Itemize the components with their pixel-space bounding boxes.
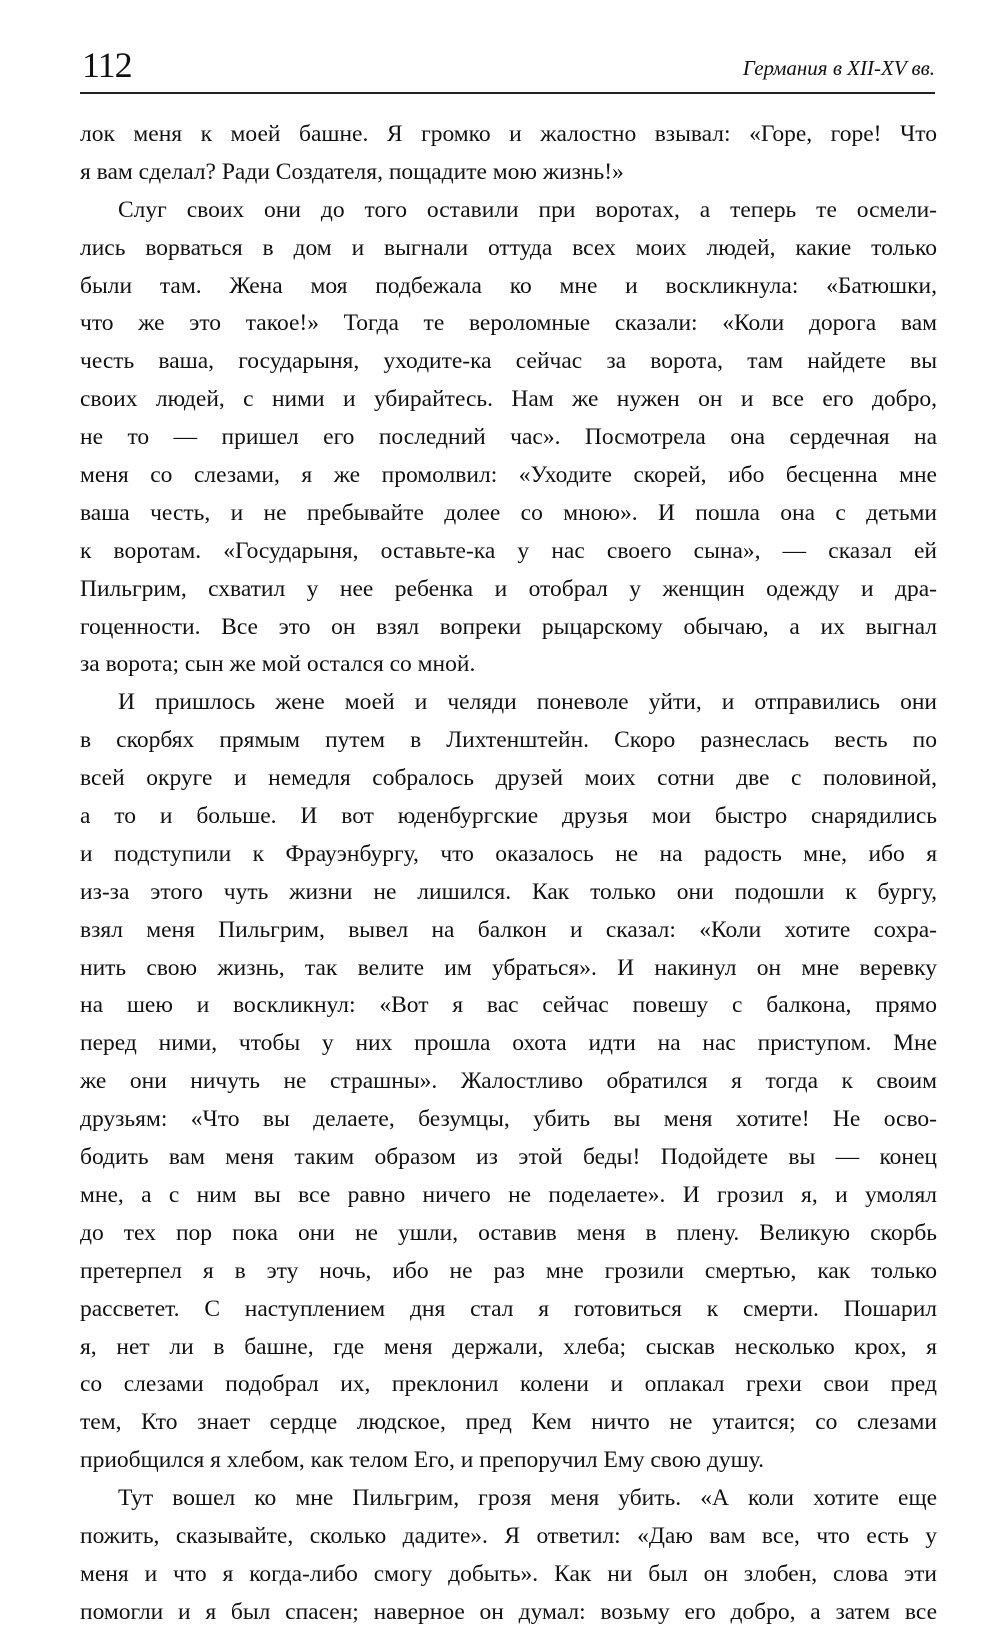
text-line: Пильгрим, схватил у нее ребенка и отобрал у женщин одежду и дра- bbox=[80, 575, 937, 602]
text-line: бодить вам меня таким образом из этой беды! Подойдете вы — конец bbox=[80, 1144, 937, 1171]
text-line: со слезами подобрал их, преклонил колени и оплакал грехи свои пред bbox=[80, 1371, 937, 1398]
text-line: помогли и я был спасен; наверное он думал: возьму его добро, а затем все bbox=[80, 1598, 937, 1625]
text-line: меня со слезами, я же промолвил: «Уходите скорей, ибо бесценна мне bbox=[80, 462, 937, 489]
text-line: за ворота; сын же мой остался со мной. bbox=[80, 651, 476, 678]
text-line: приобщился я хлебом, как телом Его, и препоручил Ему свою душу. bbox=[80, 1447, 764, 1474]
text-line: претерпел я в эту ночь, ибо не раз мне грозили смертью, как только bbox=[80, 1257, 937, 1284]
text-line: взял меня Пильгрим, вывел на балкон и сказал: «Коли хотите сохра- bbox=[80, 916, 937, 943]
text-line: всей округе и немедля собралось друзей моих сотни две с половиной, bbox=[80, 765, 937, 792]
text-line: ваша честь, и не пребывайте долее со мною». И пошла она с детьми bbox=[80, 499, 937, 526]
text-line: не то — пришел его последний час». Посмотрела она сердечная на bbox=[80, 424, 937, 451]
text-line: а то и больше. И вот юденбургские друзья мои быстро снарядились bbox=[80, 803, 937, 830]
text-line: друзьям: «Что вы делаете, безумцы, убить вы меня хотите! Не осво- bbox=[80, 1106, 937, 1133]
text-line: лись ворваться в дом и выгнали оттуда всех моих людей, какие только bbox=[80, 234, 937, 261]
page-number: 112 bbox=[82, 45, 132, 85]
text-line: что же это такое!» Тогда те вероломные сказали: «Коли дорога вам bbox=[80, 310, 937, 337]
text-line: перед ними, чтобы у них прошла охота идти на нас приступом. Мне bbox=[80, 1030, 937, 1057]
page-header bbox=[80, 42, 935, 88]
text-line: в скорбях прямым путем в Лихтенштейн. Скоро разнеслась весть по bbox=[80, 727, 937, 754]
text-line: И пришлось жене моей и челяди поневоле уйти, и отправились они bbox=[118, 689, 937, 716]
text-line: из-за этого чуть жизни не лишился. Как только они подошли к бургу, bbox=[80, 878, 937, 905]
running-head: Германия в XII-XV вв. bbox=[742, 56, 935, 80]
text-line: до тех пор пока они не ушли, оставив меня в плену. Великую скорбь bbox=[80, 1219, 937, 1246]
text-line: тем, Кто знает сердце людское, пред Кем ничто не утаится; со слезами bbox=[80, 1409, 937, 1436]
text-line: пожить, сказывайте, сколько дадите». Я ответил: «Даю вам все, что есть у bbox=[80, 1522, 937, 1549]
text-line: Тут вошел ко мне Пильгрим, грозя меня убить. «А коли хотите еще bbox=[118, 1485, 937, 1512]
text-line: гоценности. Все это он взял вопреки рыцарскому обычаю, а их выгнал bbox=[80, 613, 937, 640]
text-line: мне, а с ним вы все равно ничего не поделаете». И грозил я, и умолял bbox=[80, 1181, 937, 1208]
text-line: честь ваша, государыня, уходите-ка сейчас за ворота, там найдете вы bbox=[80, 348, 937, 375]
text-line: нить свою жизнь, так велите им убраться». И накинул он мне веревку bbox=[80, 954, 937, 981]
body-text bbox=[80, 116, 937, 1632]
text-line: к воротам. «Государыня, оставьте-ка у нас своего сына», — сказал ей bbox=[80, 537, 937, 564]
text-line: рассветет. С наступлением дня стал я готовиться к смерти. Пошарил bbox=[80, 1295, 937, 1322]
text-line: же они ничуть не страшны». Жалостливо обратился я тогда к своим bbox=[80, 1068, 937, 1095]
text-line: Слуг своих они до того оставили при воротах, а теперь те осмели- bbox=[118, 196, 937, 223]
text-line: были там. Жена моя подбежала ко мне и воскликнула: «Батюшки, bbox=[80, 272, 937, 299]
text-line: меня и что я когда-либо смогу добыть». Как ни был он злобен, слова эти bbox=[80, 1560, 937, 1587]
text-line: на шею и воскликнул: «Вот я вас сейчас повешу с балкона, прямо bbox=[80, 992, 937, 1019]
text-line: лок меня к моей башне. Я громко и жалостно взывал: «Горе, горе! Что bbox=[80, 121, 937, 147]
text-line: и подступили к Фрауэнбургу, что оказалось не на радость мне, ибо я bbox=[80, 840, 937, 867]
text-line: своих людей, с ними и убирайтесь. Нам же нужен он и все его добро, bbox=[80, 386, 937, 413]
text-line: я вам сделал? Ради Создателя, пощадите мою жизнь!» bbox=[80, 158, 624, 185]
text-line: я, нет ли в башне, где меня держали, хлеба; сыскав несколько крох, я bbox=[80, 1333, 937, 1360]
header-divider bbox=[80, 92, 935, 94]
